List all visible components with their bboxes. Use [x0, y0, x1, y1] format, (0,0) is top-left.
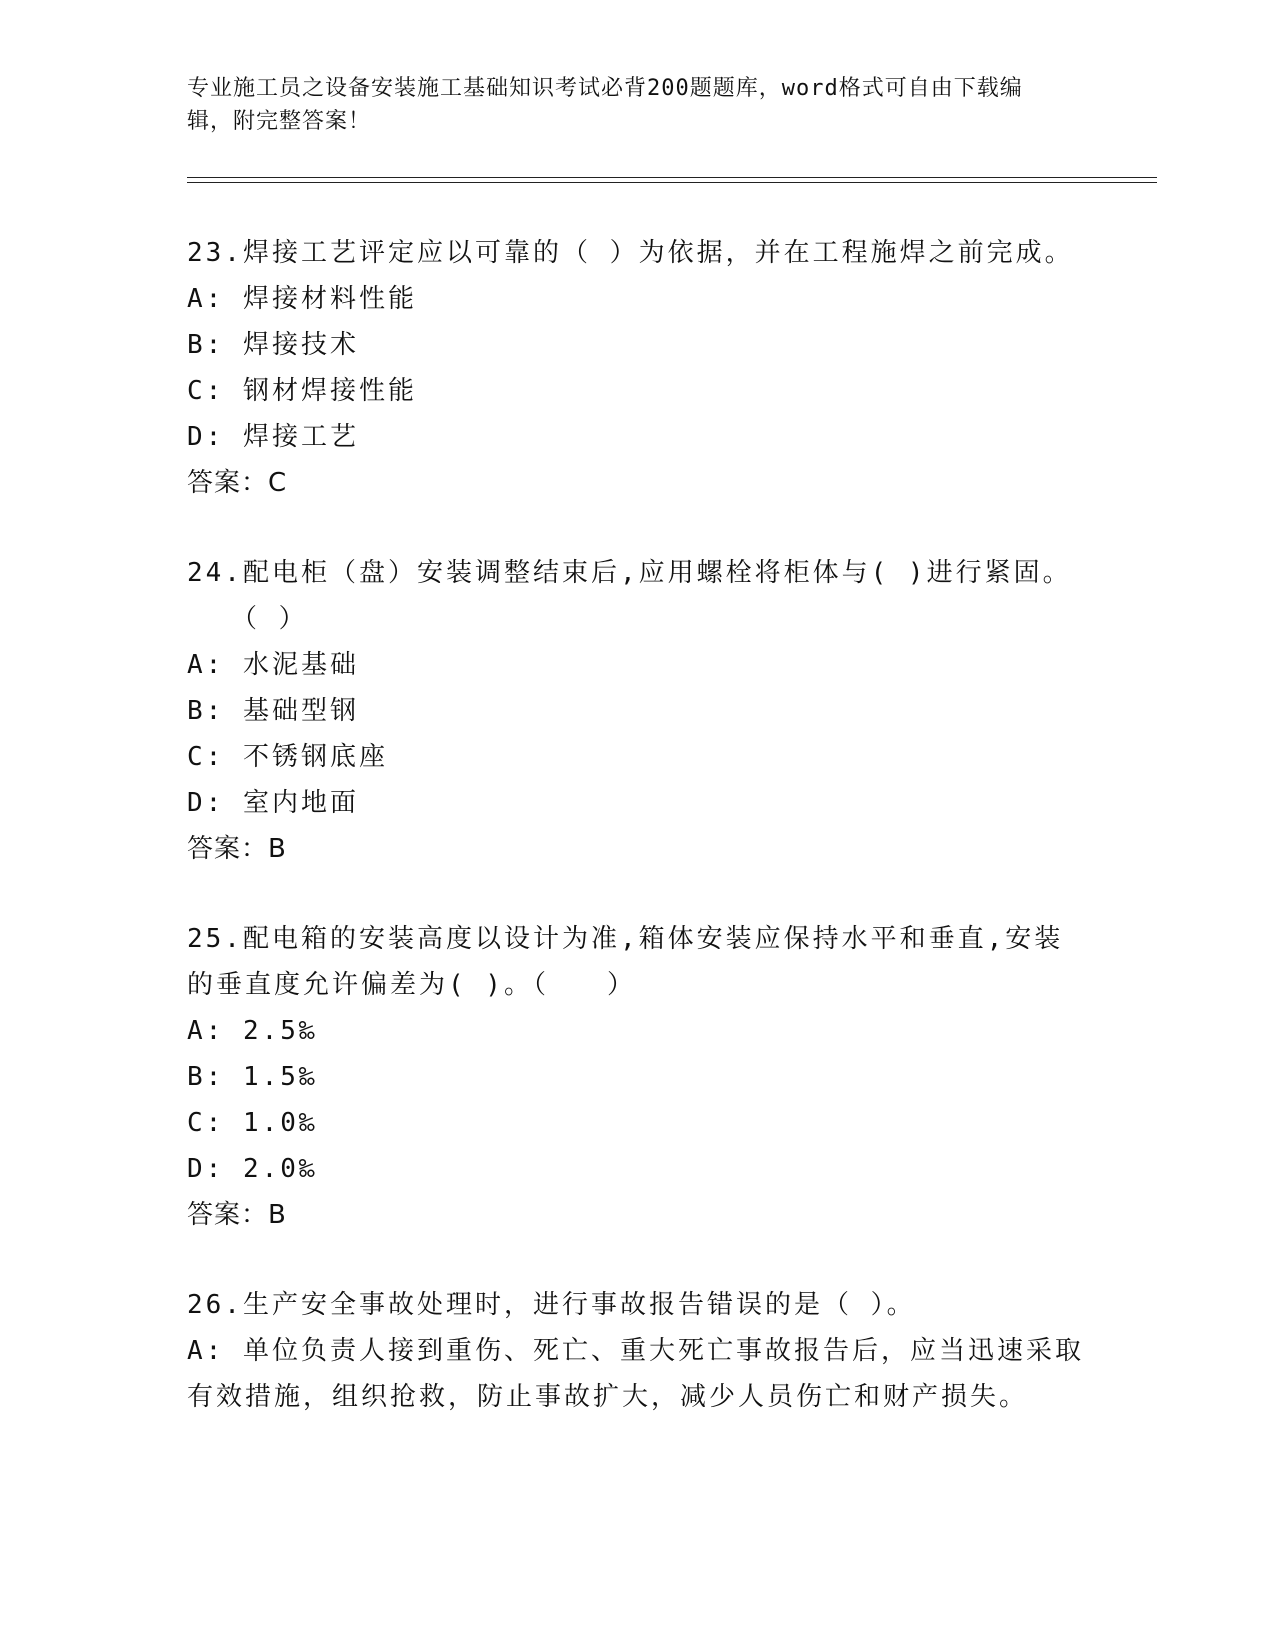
- option-a: [187, 1008, 1087, 1054]
- option-text: 不锈钢底座: [242, 742, 388, 772]
- option-text: 基础型钢: [242, 696, 359, 726]
- option-letter: A:: [187, 650, 225, 680]
- option-a: [187, 1328, 1087, 1420]
- option-text: 1.0‰: [242, 1108, 318, 1138]
- option-d: [187, 414, 1087, 460]
- question-stem: 26.生产安全事故处理时，进行事故报告错误的是（ ）。: [187, 1290, 916, 1320]
- question-25: [187, 916, 1087, 1238]
- question-stem: 24.配电柜（盘）安装调整结束后,应用螺栓将柜体与( )进行紧固。（ ）: [187, 558, 1072, 634]
- option-text: 水泥基础: [242, 650, 359, 680]
- question-stem: 23.焊接工艺评定应以可靠的（ ）为依据，并在工程施焊之前完成。: [187, 238, 1074, 268]
- answer-line: 答案：B: [187, 1200, 287, 1230]
- option-text: 室内地面: [242, 788, 359, 818]
- option-letter: A:: [187, 1016, 225, 1046]
- option-letter: C:: [187, 376, 225, 406]
- question-26: [187, 1282, 1087, 1420]
- option-text: 焊接工艺: [242, 422, 359, 452]
- option-letter: B:: [187, 696, 225, 726]
- header-rule-top: [187, 177, 1157, 178]
- option-letter: C:: [187, 1108, 225, 1138]
- option-c: [187, 368, 1087, 414]
- header-rule-bottom: [187, 182, 1157, 183]
- option-a: [187, 642, 1087, 688]
- option-text: 焊接材料性能: [242, 284, 417, 314]
- question-23: [187, 230, 1087, 506]
- option-letter: D:: [187, 1154, 225, 1184]
- option-letter: D:: [187, 788, 225, 818]
- question-list: [187, 230, 1087, 1464]
- option-letter: C:: [187, 742, 225, 772]
- option-d: [187, 780, 1087, 826]
- option-text: 单位负责人接到重伤、死亡、重大死亡事故报告后，应当迅速采取有效措施，组织抢救，防止事故扩大，减少人员伤亡和财产损失。: [187, 1336, 1084, 1412]
- answer-line: 答案：C: [187, 468, 288, 498]
- option-text: 钢材焊接性能: [242, 376, 417, 406]
- option-text: 2.5‰: [242, 1016, 318, 1046]
- option-c: [187, 734, 1087, 780]
- answer-line: 答案：B: [187, 834, 287, 864]
- option-b: [187, 688, 1087, 734]
- option-letter: A:: [187, 284, 225, 314]
- option-letter: D:: [187, 422, 225, 452]
- option-d: [187, 1146, 1087, 1192]
- option-b: [187, 322, 1087, 368]
- option-text: 1.5‰: [242, 1062, 318, 1092]
- question-24: [187, 550, 1087, 872]
- option-a: [187, 276, 1087, 322]
- option-text: 焊接技术: [242, 330, 359, 360]
- option-b: [187, 1054, 1087, 1100]
- option-letter: A:: [187, 1336, 225, 1366]
- option-text: 2.0‰: [242, 1154, 318, 1184]
- question-stem: 25.配电箱的安装高度以设计为准,箱体安装应保持水平和垂直,安装的垂直度允许偏差为( )。（ ）: [187, 924, 1064, 1000]
- option-letter: B:: [187, 330, 225, 360]
- option-c: [187, 1100, 1087, 1146]
- document-header: 专业施工员之设备安装施工基础知识考试必背200题题库，word格式可自由下载编辑，附完整答案！: [187, 76, 1023, 134]
- option-letter: B:: [187, 1062, 225, 1092]
